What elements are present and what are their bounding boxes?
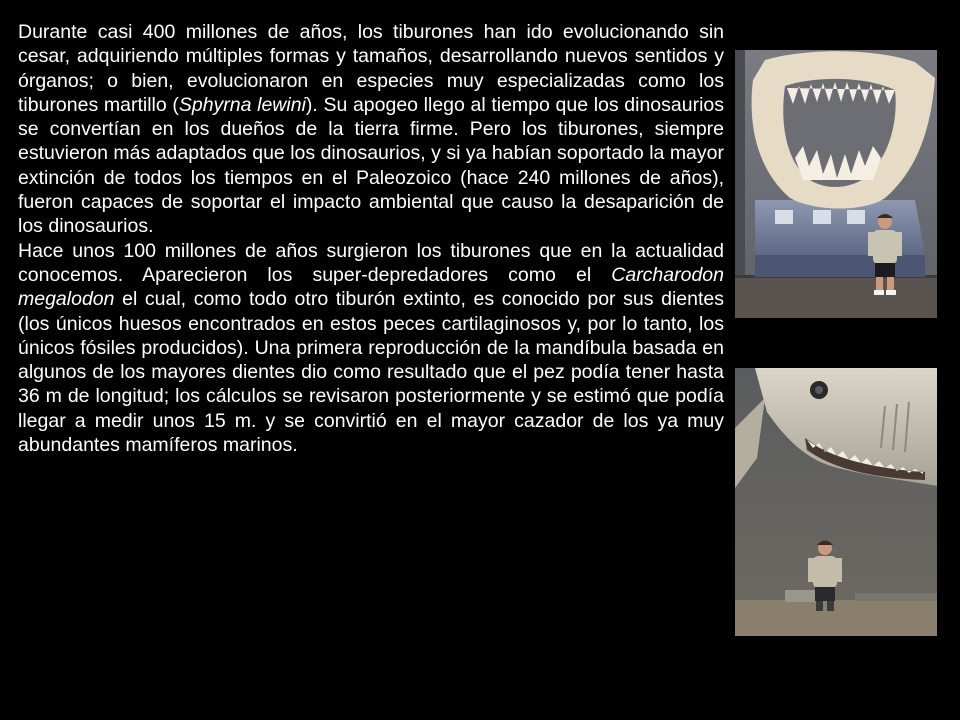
species-name-sphyrna: Sphyrna lewini [178,93,306,116]
paragraph-2-text-b: el cual, como todo otro tiburón extinto, es conocido por sus dientes (los únicos huesos encontrados en estos peces cartilaginosos y, por lo tanto, los únicos fósiles producidos). Una primera reproducción de la mandíbula basada en algunos de los mayores dientes dio como resultado que el pez podía tener hasta 36 m de longitud; los cálculos se revisaron posteriormente y se estimó que podía llegar a medir unos 15 m. y se convirtió en el mayor cazador de los ya muy abundantes mamíferos marinos. [18,288,724,457]
paragraph-2 [18,239,724,458]
megalodon-model-photo [735,368,937,636]
article-text [18,20,724,457]
megalodon-jaw-photo [735,50,937,318]
paragraph-1-text-b: ). Su apogeo llego al tiempo que los dinosaurios se convertían en los dueños de la tierra firme. Pero los tiburones, siempre estuvieron más adaptados que los dinosaurios, y si ya habían soportado la mayor extinción de todos los tiempos en el Paleozoico (hace 240 millones de años), fueron capaces de soportar el impacto ambiental que causo la desaparición de los dinosaurios. [18,93,724,238]
megalodon-jaw-image [735,50,937,318]
paragraph-2-text-a: Hace unos 100 millones de años surgieron los tiburones que en la actualidad conocemos. Aparecieron los super-depredadores como el [18,239,724,286]
species-name-carcharodon: Carcharodon megalodon [18,263,724,311]
paragraph-1 [18,20,724,239]
paragraph-1-text-a: Durante casi 400 millones de años, los tiburones han ido evolucionando sin cesar, adquiriendo múltiples formas y tamaños, desarrollando nuevos sentidos y órganos; o bien, evolucionaron en especies muy especializadas como los tiburones martillo ( [18,21,724,116]
megalodon-model-image [735,368,937,636]
